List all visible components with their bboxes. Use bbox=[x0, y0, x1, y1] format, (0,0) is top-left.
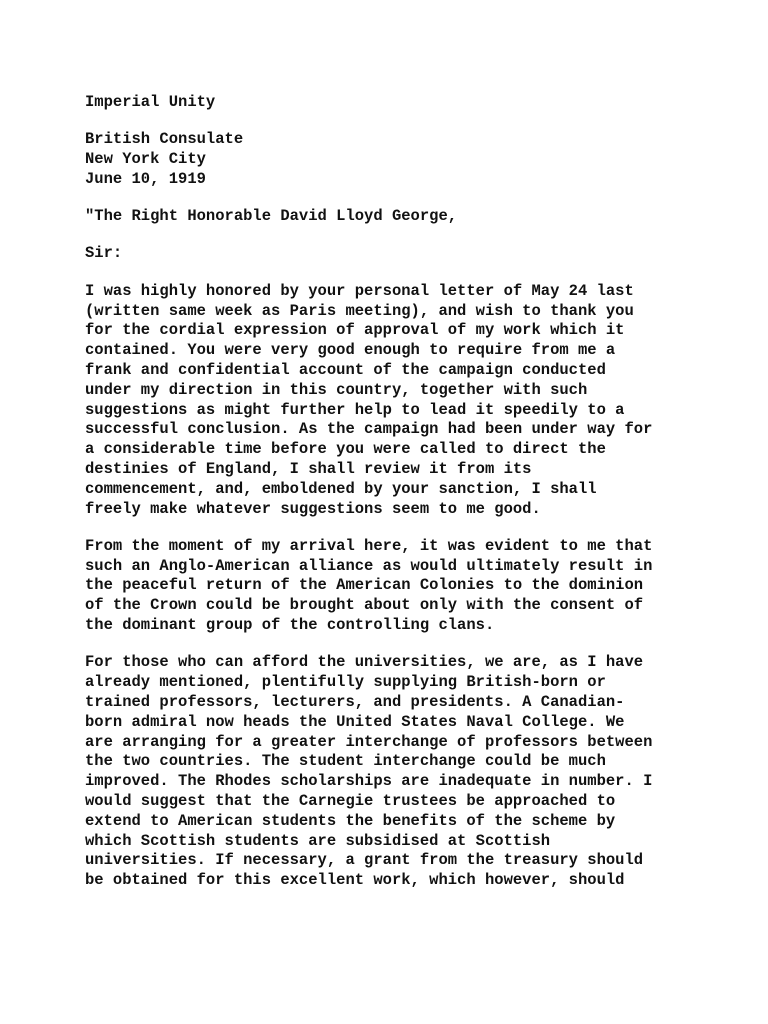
paragraph-line: successful conclusion. As the campaign had been under way for bbox=[85, 420, 653, 439]
paragraph-line: for the cordial expression of approval of my work which it bbox=[85, 321, 625, 340]
body-paragraph bbox=[85, 537, 725, 636]
letter-heading: Imperial Unity bbox=[85, 93, 216, 111]
paragraph-line: For those who can afford the universities, we are, as I have bbox=[85, 653, 644, 672]
paragraph-line: commencement, and, emboldened by your sanction, I shall bbox=[85, 479, 597, 498]
salutation-line: Sir: bbox=[85, 244, 123, 263]
paragraph-line: suggestions as might further help to lead it speedily to a bbox=[85, 400, 625, 419]
paragraph-line: the two countries. The student interchange could be much bbox=[85, 752, 606, 771]
paragraph-line: under my direction in this country, together with such bbox=[85, 380, 588, 399]
paragraph-line: I was highly honored by your personal letter of May 24 last bbox=[85, 281, 634, 300]
paragraph-line: From the moment of my arrival here, it was evident to me that bbox=[85, 536, 653, 555]
paragraph-line: born admiral now heads the United States Naval College. We bbox=[85, 712, 625, 731]
paragraph-line: are arranging for a greater interchange of professors between bbox=[85, 732, 653, 751]
salutation-block bbox=[85, 244, 725, 264]
paragraph-line: contained. You were very good enough to require from me a bbox=[85, 341, 616, 360]
paragraph-line: which Scottish students are subsidised at Scottish bbox=[85, 831, 551, 850]
sender-line-1: British Consulate bbox=[85, 130, 244, 149]
paragraph-line: would suggest that the Carnegie trustees be approached to bbox=[85, 791, 616, 810]
letter-heading-block bbox=[85, 93, 725, 113]
paragraph-line: improved. The Rhodes scholarships are inadequate in number. I bbox=[85, 772, 653, 791]
paragraph-line: such an Anglo-American alliance as would ultimately result in bbox=[85, 556, 653, 575]
addressee-line: "The Right Honorable David Lloyd George, bbox=[85, 207, 458, 226]
letter-date: June 10, 1919 bbox=[85, 169, 206, 188]
paragraph-line: the dominant group of the controlling clans. bbox=[85, 616, 495, 635]
paragraph-line: trained professors, lecturers, and presidents. A Canadian- bbox=[85, 692, 625, 711]
paragraph-line: freely make whatever suggestions seem to me good. bbox=[85, 499, 541, 518]
body-paragraph bbox=[85, 282, 725, 520]
paragraph-line: destinies of England, I shall review it from its bbox=[85, 459, 532, 478]
paragraph-line: frank and confidential account of the campaign conducted bbox=[85, 360, 606, 379]
paragraph-line: be obtained for this excellent work, which however, should bbox=[85, 871, 625, 890]
paragraph-line: of the Crown could be brought about only with the consent of bbox=[85, 596, 644, 615]
letter-body bbox=[85, 282, 725, 891]
paragraph-line: (written same week as Paris meeting), and wish to thank you bbox=[85, 301, 634, 320]
paragraph-line: already mentioned, plentifully supplying British-born or bbox=[85, 673, 606, 692]
addressee-block bbox=[85, 207, 725, 227]
sender-block bbox=[85, 130, 725, 189]
paragraph-line: universities. If necessary, a grant from the treasury should bbox=[85, 851, 644, 870]
sender-line-2: New York City bbox=[85, 150, 206, 169]
paragraph-line: extend to American students the benefits of the scheme by bbox=[85, 811, 616, 830]
paragraph-line: a considerable time before you were called to direct the bbox=[85, 440, 606, 459]
paragraph-line: the peaceful return of the American Colonies to the dominion bbox=[85, 576, 644, 595]
body-paragraph bbox=[85, 653, 725, 891]
letter-page bbox=[85, 93, 725, 908]
